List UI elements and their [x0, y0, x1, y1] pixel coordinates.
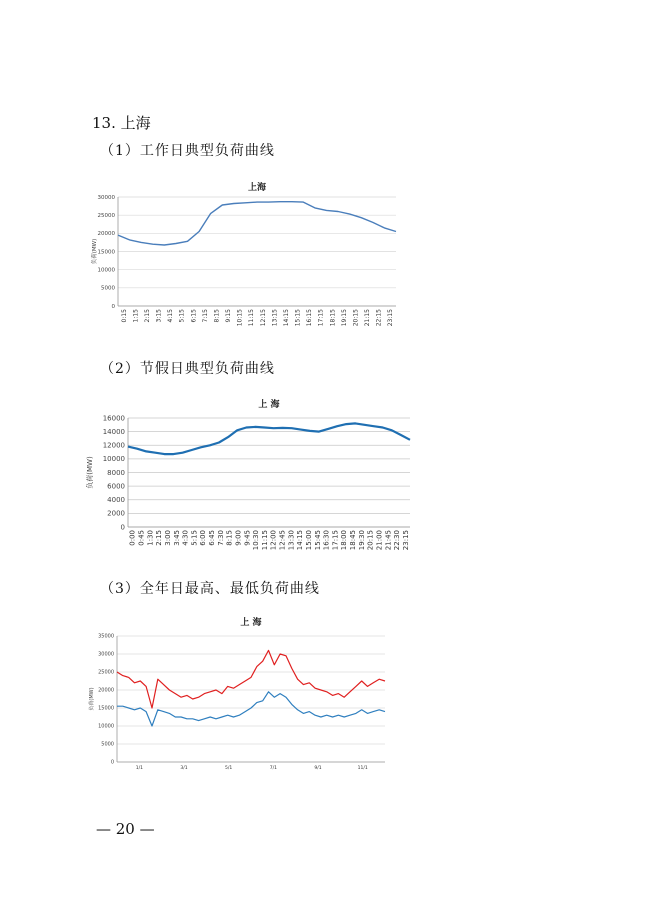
x-tick-label: 1:15	[132, 309, 140, 323]
series-line-1	[118, 202, 396, 245]
x-tick-label: 18:00	[340, 530, 349, 551]
y-tick-label: 30000	[98, 651, 114, 658]
x-tick-label: 21:15	[364, 309, 372, 327]
y-tick-label: 5000	[101, 285, 115, 292]
y-tick-label: 35000	[98, 633, 114, 640]
x-tick-label: 14:15	[296, 530, 305, 551]
x-tick-label: 9:45	[243, 530, 252, 546]
x-tick-label: 2:15	[155, 530, 164, 546]
y-tick-label: 30000	[97, 194, 115, 201]
x-tick-label: 21:00	[375, 530, 384, 551]
page-number: — 20 —	[96, 820, 155, 838]
x-tick-label: 8:15	[225, 530, 234, 546]
y-tick-label: 20000	[98, 687, 114, 694]
x-tick-label: 17:15	[331, 530, 340, 551]
x-tick-label: 1:30	[146, 530, 155, 546]
chart-title: 上 海	[240, 618, 262, 628]
x-tick-label: 9:15	[225, 309, 233, 323]
y-tick-label: 0	[111, 303, 115, 310]
x-tick-label: 20:15	[352, 309, 360, 327]
x-tick-label: 10:15	[236, 309, 244, 327]
x-tick-label: 7/1	[269, 766, 277, 771]
x-tick-label: 12:45	[278, 530, 287, 551]
series-line-1	[128, 423, 410, 454]
x-tick-label: 12:15	[259, 309, 267, 327]
x-tick-label: 6:00	[199, 530, 208, 546]
y-tick-label: 10000	[98, 723, 114, 730]
x-tick-label: 1/1	[135, 766, 143, 771]
y-tick-label: 25000	[98, 669, 114, 676]
x-tick-label: 16:15	[306, 309, 314, 327]
x-tick-label: 6:45	[208, 530, 217, 546]
x-tick-label: 22:30	[393, 530, 402, 551]
x-tick-label: 11:15	[260, 530, 269, 551]
x-tick-label: 7:30	[216, 530, 225, 546]
x-tick-label: 16:30	[322, 530, 331, 551]
y-tick-label: 10000	[97, 267, 115, 274]
x-tick-label: 11:15	[248, 309, 256, 327]
chart-3-subtitle: （3）全年日最高、最低负荷曲线	[100, 581, 320, 597]
x-tick-label: 13:30	[287, 530, 296, 551]
x-tick-label: 11/1	[357, 766, 368, 771]
x-tick-label: 23:15	[387, 309, 395, 327]
x-tick-label: 9:00	[234, 530, 243, 546]
y-tick-label: 0	[110, 759, 114, 766]
y-tick-label: 5000	[101, 741, 114, 748]
x-tick-label: 18:45	[349, 530, 358, 551]
x-tick-label: 19:30	[357, 530, 366, 551]
series-line-1	[117, 650, 385, 708]
y-tick-label: 10000	[102, 455, 125, 464]
x-tick-label: 17:15	[317, 309, 325, 327]
y-axis-label: 负荷(MW)	[89, 687, 95, 711]
y-tick-label: 2000	[107, 509, 125, 518]
series-line-2	[117, 692, 385, 726]
x-tick-label: 10:30	[252, 530, 261, 551]
x-tick-label: 19:15	[340, 309, 348, 327]
y-tick-label: 6000	[107, 482, 125, 491]
x-tick-label: 9/1	[314, 766, 322, 771]
x-tick-label: 12:00	[269, 530, 278, 551]
x-tick-label: 5:15	[190, 530, 199, 546]
y-tick-label: 16000	[102, 414, 125, 423]
x-tick-label: 3:45	[172, 530, 181, 546]
chart-title: 上 海	[258, 400, 280, 410]
x-tick-label: 3/1	[180, 766, 188, 771]
y-tick-label: 4000	[107, 496, 125, 505]
y-tick-label: 15000	[98, 705, 114, 712]
x-tick-label: 13:15	[271, 309, 279, 327]
x-tick-label: 0:00	[128, 530, 137, 546]
y-tick-label: 20000	[97, 231, 115, 238]
chart-1-subtitle: （1）工作日典型负荷曲线	[100, 143, 275, 159]
x-tick-label: 0:45	[137, 530, 146, 546]
y-axis-label: 负荷(MW)	[92, 238, 98, 265]
x-tick-label: 3:15	[155, 309, 163, 323]
x-tick-label: 4:15	[167, 309, 175, 323]
x-tick-label: 2:15	[143, 309, 151, 323]
x-tick-label: 8:15	[213, 309, 221, 323]
x-tick-label: 5/1	[225, 766, 233, 771]
x-tick-label: 3:00	[163, 530, 172, 546]
x-tick-label: 6:15	[190, 309, 198, 323]
chart-title: 上海	[247, 183, 267, 193]
x-tick-label: 15:00	[304, 530, 313, 551]
x-tick-label: 21:45	[384, 530, 393, 551]
x-tick-label: 14:15	[282, 309, 290, 327]
x-tick-label: 7:15	[201, 309, 209, 323]
y-tick-label: 8000	[107, 468, 125, 477]
x-tick-label: 0:15	[120, 309, 128, 323]
x-tick-label: 5:15	[178, 309, 186, 323]
x-tick-label: 4:30	[181, 530, 190, 546]
chart-2-subtitle: （2）节假日典型负荷曲线	[100, 361, 275, 377]
y-tick-label: 14000	[102, 427, 125, 436]
y-axis-label: 负荷(MW)	[86, 456, 94, 489]
section-heading: 13. 上海	[92, 114, 151, 132]
x-tick-label: 15:15	[294, 309, 302, 327]
y-tick-label: 0	[120, 523, 125, 532]
x-tick-label: 23:15	[401, 530, 410, 551]
y-tick-label: 12000	[102, 441, 125, 450]
x-tick-label: 15:45	[313, 530, 322, 551]
x-tick-label: 20:15	[366, 530, 375, 551]
y-tick-label: 25000	[97, 213, 115, 219]
x-tick-label: 18:15	[329, 309, 337, 327]
x-tick-label: 22:15	[375, 309, 383, 327]
y-tick-label: 15000	[97, 249, 115, 256]
